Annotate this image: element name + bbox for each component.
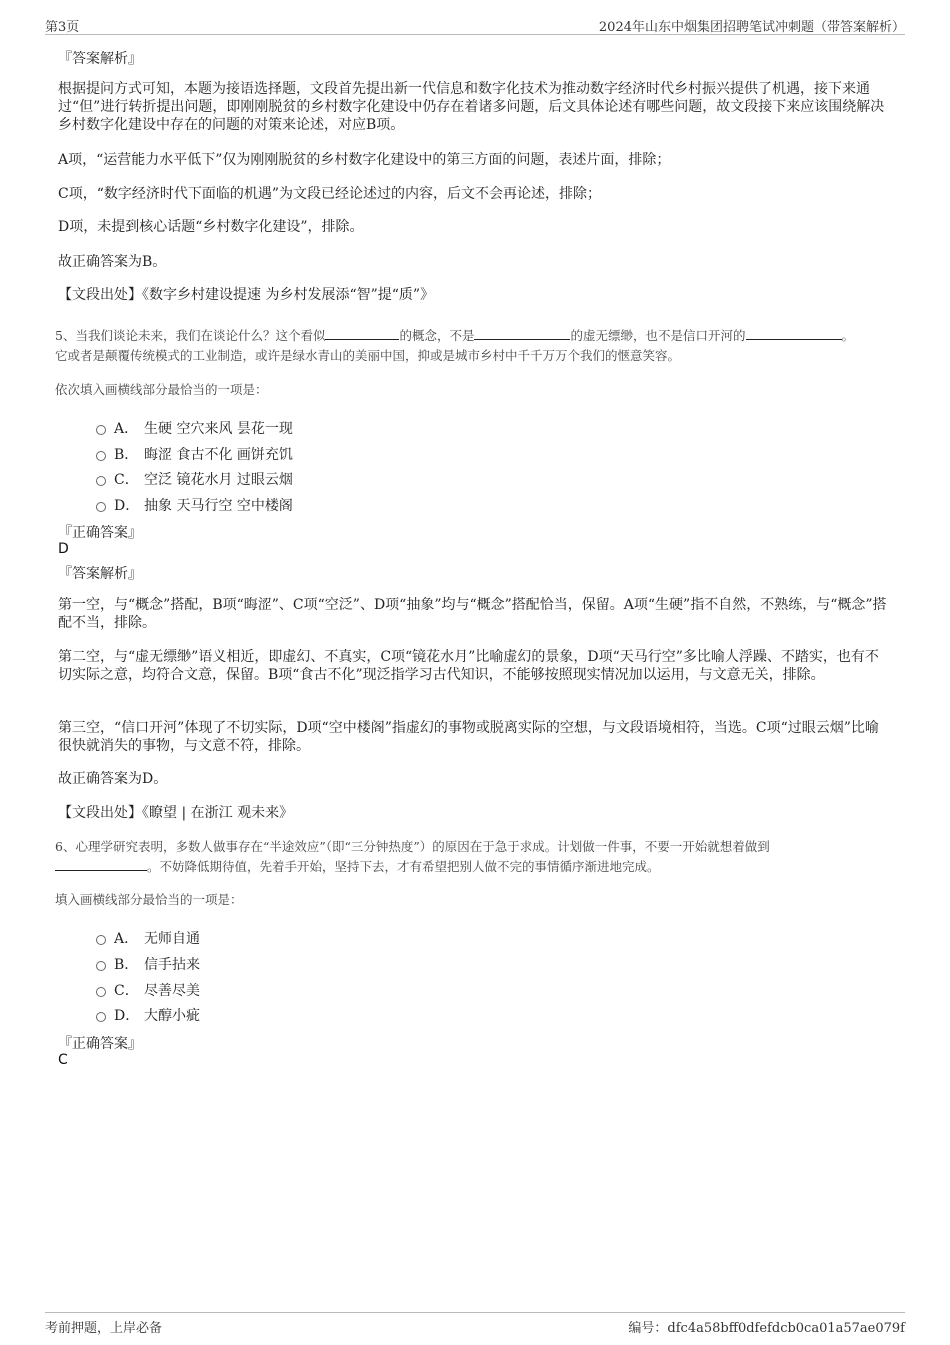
- document-title: 2024年山东中烟集团招聘笔试冲刺题（带答案解析）: [598, 20, 905, 35]
- question-6-prompt: 填入画横线部分最恰当的一项是：: [55, 892, 243, 907]
- radio-button[interactable]: [96, 502, 106, 512]
- page-header: [45, 14, 905, 35]
- option-b[interactable]: B． 信手拈来: [96, 954, 200, 972]
- analysis-paragraph: 第一空，与“概念”搭配，B项“晦涩”、C项“空泛”、D项“抽象”均与“概念”搭配恰当，保留。A项“生硬”指不自然，不熟练，与“概念”搭配不当，排除。: [58, 597, 887, 631]
- analysis-label: 『答案解析』: [58, 566, 142, 582]
- blank-line: [325, 327, 399, 340]
- radio-button[interactable]: [96, 961, 106, 971]
- analysis-paragraph: D项，未提到核心话题“乡村数字化建设”，排除。: [58, 219, 364, 235]
- question-6-text: 6、心理学研究表明，多数人做事存在“半途效应”（即“三分钟热度”）的原因在于急于求成。计划做一件事，不要一开始就想着做到 。不妨降低期待值，先着手开始，坚持下去，才有希望把别人做不完的事情循序渐进地完成。: [55, 839, 770, 874]
- option-a[interactable]: A． 生硬 空穴来风 昙花一现: [96, 418, 293, 436]
- option-d[interactable]: D． 大醇小疵: [96, 1005, 200, 1023]
- correct-answer-label: 『正确答案』: [58, 1036, 142, 1052]
- correct-answer: D: [58, 541, 69, 557]
- answer-statement: 故正确答案为B。: [58, 254, 167, 270]
- blank-line: [474, 327, 570, 340]
- source-citation: 【文段出处】《数字乡村建设提速 为乡村发展添“智”提“质”》: [58, 287, 435, 303]
- option-c[interactable]: C． 空泛 镜花水月 过眼云烟: [96, 469, 293, 487]
- document-id: 编号：dfc4a58bff0dfefdcb0ca01a57ae079f: [628, 1321, 905, 1336]
- answer-statement: 故正确答案为D。: [58, 771, 168, 787]
- radio-button[interactable]: [96, 1012, 106, 1022]
- page-number: 第3页: [45, 20, 80, 35]
- question-5-prompt: 依次填入画横线部分最恰当的一项是：: [55, 382, 268, 397]
- page-footer: [45, 1312, 905, 1335]
- option-c[interactable]: C． 尽善尽美: [96, 980, 200, 998]
- analysis-paragraph: 第三空，“信口开河”体现了不切实际，D项“空中楼阁”指虚幻的事物或脱离实际的空想，与文段语境相符，当选。C项“过眼云烟”比喻很快就消失的事物，与文意不符，排除。: [58, 720, 879, 754]
- footer-slogan: 考前押题，上岸必备: [45, 1321, 163, 1336]
- analysis-paragraph: 第二空，与“虚无缥缈”语义相近，即虚幻、不真实，C项“镜花水月”比喻虚幻的景象，D项“天马行空”多比喻人浮躁、不踏实，也有不切实际之意，均符合文意，保留。B项“食古不化”现泛指学习古代知识，不能够按照现实情况加以运用，与文意无关，排除。: [58, 649, 879, 683]
- radio-button[interactable]: [96, 935, 106, 945]
- analysis-paragraph: C项，“数字经济时代下面临的机遇”为文段已经论述过的内容，后文不会再论述，排除；: [58, 186, 602, 202]
- option-d[interactable]: D． 抽象 天马行空 空中楼阁: [96, 495, 293, 513]
- analysis-paragraph: A项，“运营能力水平低下”仅为刚刚脱贫的乡村数字化建设中的第三方面的问题，表述片面，排除；: [58, 152, 671, 168]
- analysis-paragraph: 根据提问方式可知，本题为接语选择题，文段首先提出新一代信息和数字化技术为推动数字经济时代乡村振兴提供了机遇，接下来通过“但”进行转折提出问题，即刚刚脱贫的乡村数字化建设中仍存在着诸多问题，后文具体论述有哪些问题，故文段接下来应该围绕解决乡村数字化建设中存在的问题的对策来论述，对应B项。: [58, 81, 885, 133]
- correct-answer-label: 『正确答案』: [58, 525, 142, 541]
- correct-answer: C: [58, 1052, 68, 1068]
- radio-button[interactable]: [96, 987, 106, 997]
- radio-button[interactable]: [96, 451, 106, 461]
- blank-line: [55, 858, 147, 871]
- question-5-text: 5、当我们谈论未来，我们在谈论什么？这个看似 的概念，不是 的虚无缥缈，也不是信口开河的 。 它或者是颠覆传统模式的工业制造，或许是绿水青山的美丽中国，抑或是城市乡村中千千万万个我们的惬意笑容。: [55, 328, 855, 363]
- option-a[interactable]: A． 无师自通: [96, 928, 200, 946]
- radio-button[interactable]: [96, 476, 106, 486]
- option-b[interactable]: B． 晦涩 食古不化 画饼充饥: [96, 444, 293, 462]
- radio-button[interactable]: [96, 425, 106, 435]
- blank-line: [746, 327, 842, 340]
- analysis-label: 『答案解析』: [58, 51, 142, 67]
- source-citation: 【文段出处】《瞭望 | 在浙江 观未来》: [58, 805, 294, 821]
